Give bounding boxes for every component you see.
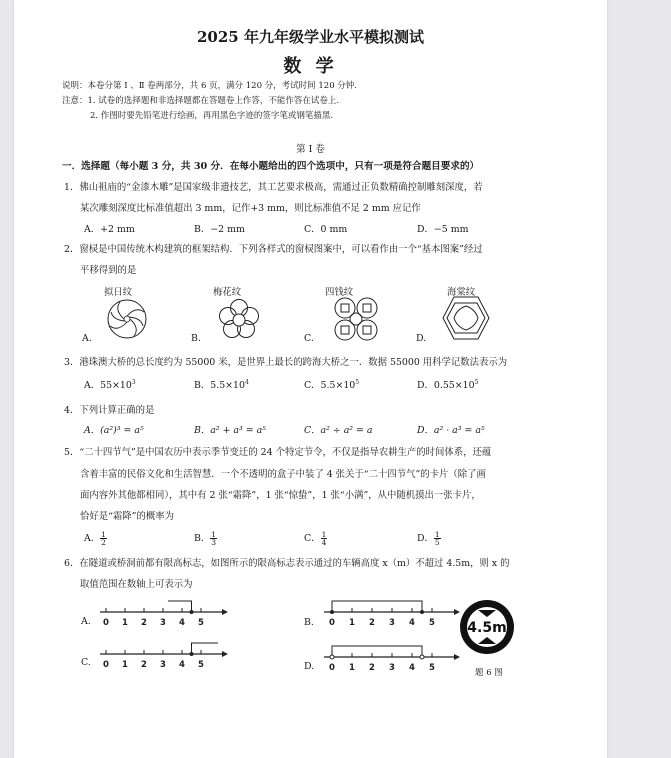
svg-text:0: 0: [329, 663, 335, 673]
q6-line-1: 6．在隧道或桥洞前都有限高标志，如图所示的限高标志表示通过的车辆高度 x（m）不超过 4.5m，则 x 的: [64, 558, 510, 569]
svg-text:0: 0: [103, 660, 109, 670]
svg-text:5: 5: [429, 663, 435, 673]
q3-option-c: C．$5.5\times 10^5$: [304, 378, 360, 391]
svg-text:4.5m: 4.5m: [467, 620, 507, 636]
svg-text:2: 2: [141, 660, 147, 670]
q2-letter-b: B.: [191, 333, 201, 344]
q1-option-c: C．0 mm: [304, 224, 348, 235]
q1-option-b: B．−2 mm: [194, 224, 245, 235]
svg-text:3: 3: [389, 618, 395, 628]
number-line-a: [98, 598, 228, 630]
svg-text:2: 2: [141, 618, 147, 628]
sun-pattern-figure: [106, 298, 148, 340]
svg-text:5: 5: [198, 618, 204, 628]
q4-option-b: B．a² + a³ = a⁵: [194, 425, 266, 436]
q4-option-d: D．a² · a³ = a⁵: [417, 425, 485, 436]
note-line-1: 说明：本卷分第 Ⅰ 、Ⅱ 卷两部分，共 6 页，满分 120 分，考试时间 120 分钟.: [62, 81, 358, 91]
svg-text:2: 2: [369, 663, 375, 673]
q6-letter-c: C.: [81, 657, 91, 668]
q3-option-b: B．$5.5\times 10^4$: [194, 378, 249, 391]
svg-text:0: 0: [103, 618, 109, 628]
q1-option-d: D．−5 mm: [417, 224, 469, 235]
svg-text:0: 0: [329, 618, 335, 628]
q5-option-b: B． $\frac{1}{3}$: [194, 529, 217, 547]
q2-letter-d: D.: [416, 333, 427, 344]
svg-text:4: 4: [409, 618, 415, 628]
q5-option-d: D． $\frac{1}{5}$: [417, 529, 440, 547]
svg-text:1: 1: [349, 663, 355, 673]
svg-text:5: 5: [198, 660, 204, 670]
q5-line-4: 恰好是“霜降”的概率为: [80, 511, 174, 522]
q6-letter-b: B.: [304, 617, 314, 628]
q1-line-2: 某次雕刻深度比标准值超出 3 mm，记作+3 mm，则比标准值不足 2 mm 应记作: [80, 203, 421, 214]
plum-pattern-figure: [217, 298, 261, 340]
q2-line-2: 平移得到的是: [80, 265, 137, 276]
figure-6-caption: 题 6 图: [475, 668, 503, 678]
number-line-d: [322, 643, 460, 675]
exam-title: 2025 年九年级学业水平模拟测试: [197, 28, 424, 46]
q6-letter-d: D.: [304, 661, 315, 672]
q5-line-2: 含着丰富的民俗文化和生活智慧．一个不透明的盒子中装了 4 张关于“二十四节气”的卡片（除了画: [80, 469, 486, 480]
q2-name-d: 海棠纹: [447, 287, 476, 298]
svg-text:4: 4: [179, 618, 185, 628]
svg-text:2: 2: [369, 618, 375, 628]
q2-name-a: 拟日纹: [104, 287, 133, 298]
exam-page: [14, 0, 607, 758]
q3-option-a: A．$55\times 10^3$: [84, 378, 136, 391]
svg-text:1: 1: [122, 660, 128, 670]
q4-option-a: A．(a²)³ = a⁵: [84, 425, 144, 436]
subject-title: 数 学: [283, 56, 338, 77]
q1-option-a: A．+2 mm: [84, 224, 135, 235]
number-line-b: [322, 598, 460, 630]
svg-text:4: 4: [409, 663, 415, 673]
q5-option-a: A． $\frac{1}{2}$: [84, 529, 106, 547]
section-heading: 一．选择题（每小题 3 分，共 30 分．在每小题给出的四个选项中，只有一项是符合题目要求的）: [62, 161, 480, 172]
coin-pattern-figure: [332, 296, 380, 342]
q5-option-c: C． $\frac{1}{4}$: [304, 529, 327, 547]
q2-name-b: 梅花纹: [213, 287, 242, 298]
svg-text:4: 4: [179, 660, 185, 670]
q3-line-1: 3．港珠澳大桥的总长度约为 55000 米，是世界上最长的跨海大桥之一．数据 55000 用科学记数法表示为: [64, 357, 508, 368]
q2-letter-a: A.: [82, 333, 92, 344]
svg-text:5: 5: [429, 618, 435, 628]
svg-text:1: 1: [349, 618, 355, 628]
q2-letter-c: C.: [304, 333, 314, 344]
q2-name-c: 四钱纹: [325, 287, 354, 298]
svg-text:3: 3: [160, 618, 166, 628]
q2-line-1: 2．窗棂是中国传统木构建筑的框架结构．下列各样式的窗棂图案中，可以看作由一个“基本图案”经过: [64, 244, 483, 255]
q1-line-1: 1．佛山祖庙的“金漆木雕”是国家级非遗技艺，其工艺要求极高，需通过正负数精确控制雕刻深度，若: [64, 182, 483, 193]
note-line-2: 注意：1. 试卷的选择题和非选择题都在答题卷上作答，不能作答在试卷上.: [62, 96, 340, 106]
svg-text:3: 3: [160, 660, 166, 670]
q3-option-d: D．$0.55\times 10^5$: [417, 378, 479, 391]
q5-line-3: 面内容外其他都相同），其中有 2 张“霜降”，1 张“惊蛰”，1 张“小满”，从中随机摸出一张卡片，: [80, 490, 481, 501]
height-limit-sign-figure: [458, 598, 516, 656]
svg-text:1: 1: [122, 618, 128, 628]
note-line-3: 2. 作图时要先铅笔进行绘画，再用黑色字迹的签字笔或钢笔描黑.: [90, 111, 334, 121]
number-line-c: [98, 640, 228, 672]
begonia-pattern-figure: [441, 295, 491, 341]
q4-line-1: 4．下列计算正确的是: [64, 405, 155, 416]
volume-label: 第 Ⅰ 卷: [296, 144, 325, 155]
q5-line-1: 5．“二十四节气”是中国农历中表示季节变迁的 24 个特定节令，不仅是指导农耕生产的时间体系，还蕴: [64, 447, 492, 458]
q6-line-2: 取值范围在数轴上可表示为: [80, 579, 193, 590]
q6-letter-a: A.: [81, 616, 91, 627]
q4-option-c: C．a² ÷ a² = a: [304, 425, 373, 436]
svg-text:3: 3: [389, 663, 395, 673]
